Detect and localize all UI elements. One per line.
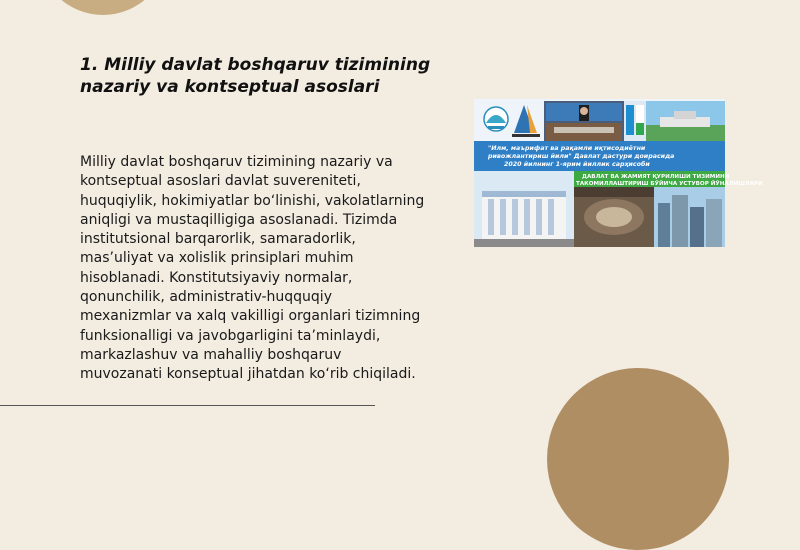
divider-line bbox=[0, 405, 375, 406]
banner-line2: ривожлантириш йили" Давлат дастури доирасида bbox=[488, 153, 675, 160]
cityscape-photo bbox=[654, 187, 725, 247]
building-photo bbox=[646, 101, 725, 141]
decorative-circle-bottom bbox=[547, 368, 729, 550]
flags-photo bbox=[624, 101, 646, 141]
meeting-photo bbox=[544, 101, 624, 141]
emblem-logo bbox=[484, 107, 508, 131]
strip-line2: ТАКОМИЛЛАШТИРИШ БЎЙИЧА УСТУВОР ЙЎНАЛИШЛАРИ bbox=[576, 181, 763, 187]
slide-body-text: Milliy davlat boshqaruv tizimining nazariy va kontseptual asoslari davlat suvereniteti, huquqiylik, hokimiyatlar bo‘linishi, vakolatlarning aniqligi va mustaqilligiga asoslanadi. Tizimda institutsional barqarorlik, samaradorlik, mas’uliyat va xolislik prinsiplari muhim hisoblanadi. Konstitutsiyaviy normalar, qonunchilik, administrativ-huqquqiy mexanizmlar va xalq vakilligi organlari tizimning funksionalligi va javobgarligini ta’minlaydi, markazlashuv va mahalliy boshqaruv muvozanati konseptual jihatdan ko‘rib chiqiladi. bbox=[80, 154, 425, 383]
strip-line1: ДАВЛАТ ВА ЖАМИЯТ ҚУРИЛИШИ ТИЗИМИНИ bbox=[582, 174, 730, 180]
parliament-hall-photo bbox=[574, 187, 654, 247]
banner-line3: 2020 йилнинг 1-ярим йиллик сарҳисоби bbox=[504, 161, 650, 168]
slide-picture bbox=[474, 99, 763, 247]
government-building-photo bbox=[474, 171, 574, 247]
slide-title: 1. Milliy davlat boshqaruv tizimining nazariy va kontseptual asoslari bbox=[80, 55, 431, 97]
decorative-circle-top bbox=[38, 0, 168, 15]
banner-line1: "Илм, маърифат ва рақамли иқтисодиётни bbox=[488, 145, 646, 152]
